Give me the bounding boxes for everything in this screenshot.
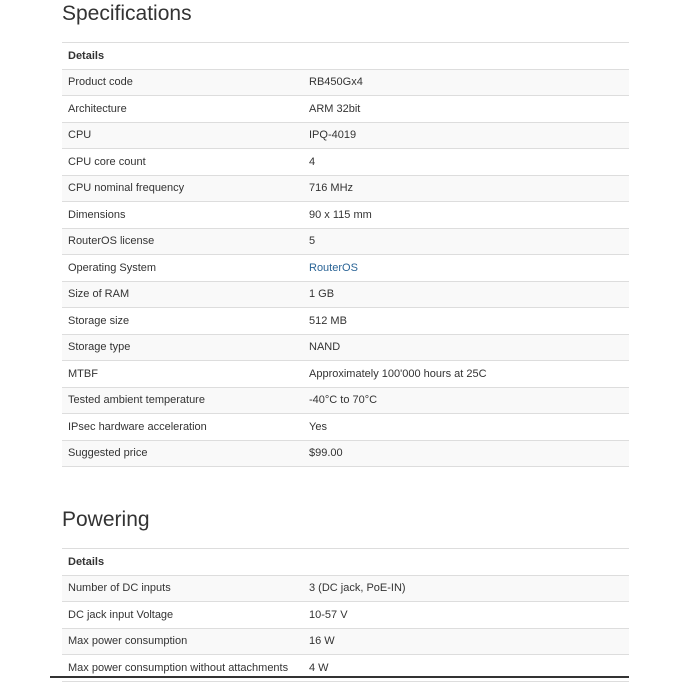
spec-label: CPU core count: [62, 149, 303, 176]
spec-value: 5: [303, 228, 629, 255]
spec-value: RB450Gx4: [303, 69, 629, 96]
spec-value: 716 MHz: [303, 175, 629, 202]
spec-label: CPU nominal frequency: [62, 175, 303, 202]
table-row: [62, 575, 629, 602]
spec-label: IPsec hardware acceleration: [62, 414, 303, 441]
spec-label: Tested ambient temperature: [62, 387, 303, 414]
table-row: [62, 122, 629, 149]
table-row: [62, 149, 629, 176]
powering-title: Powering: [62, 508, 150, 531]
table-row: [62, 440, 629, 467]
table-row: [62, 96, 629, 123]
table-row: [62, 228, 629, 255]
spec-label: Number of DC inputs: [62, 575, 303, 602]
spec-label: CPU: [62, 122, 303, 149]
spec-label: Operating System: [62, 255, 303, 282]
spec-label: Storage type: [62, 334, 303, 361]
spec-value: Approximately 100'000 hours at 25C: [303, 361, 629, 388]
spec-label: Storage size: [62, 308, 303, 335]
table-header-row: [62, 43, 629, 70]
details-header: Details: [62, 549, 629, 576]
table-row: [62, 361, 629, 388]
spec-value: 1 GB: [303, 281, 629, 308]
spec-label: Suggested price: [62, 440, 303, 467]
table-row: [62, 334, 629, 361]
table-row: [62, 281, 629, 308]
specifications-table: [62, 42, 629, 467]
details-header: Details: [62, 43, 629, 70]
table-row: [62, 308, 629, 335]
specifications-section: [62, 0, 629, 467]
spec-label: DC jack input Voltage: [62, 602, 303, 629]
spec-value: 4 W: [303, 655, 629, 682]
spec-label: MTBF: [62, 361, 303, 388]
powering-table: [62, 548, 629, 682]
spec-label: Architecture: [62, 96, 303, 123]
spec-label: Size of RAM: [62, 281, 303, 308]
table-row: [62, 202, 629, 229]
spec-value: 4: [303, 149, 629, 176]
spec-value: 3 (DC jack, PoE-IN): [303, 575, 629, 602]
spec-label: Product code: [62, 69, 303, 96]
spec-value: IPQ-4019: [303, 122, 629, 149]
spec-value: 10-57 V: [303, 602, 629, 629]
table-row: [62, 255, 629, 282]
spec-label: Max power consumption without attachments: [62, 655, 303, 682]
table-header-row: [62, 549, 629, 576]
table-row: [62, 628, 629, 655]
table-row: [62, 602, 629, 629]
table-row: [62, 175, 629, 202]
spec-label: RouterOS license: [62, 228, 303, 255]
table-row: [62, 414, 629, 441]
spec-label: Dimensions: [62, 202, 303, 229]
spec-value: 512 MB: [303, 308, 629, 335]
spec-value: 16 W: [303, 628, 629, 655]
spec-value: 90 x 115 mm: [303, 202, 629, 229]
spec-value: ARM 32bit: [303, 96, 629, 123]
spec-label: Max power consumption: [62, 628, 303, 655]
spec-value: NAND: [303, 334, 629, 361]
table-row: [62, 387, 629, 414]
spec-value: $99.00: [303, 440, 629, 467]
spec-value: Yes: [303, 414, 629, 441]
spec-value: -40°C to 70°C: [303, 387, 629, 414]
table-row: [62, 69, 629, 96]
powering-section: [62, 506, 629, 682]
spec-value-link: [303, 255, 629, 282]
specifications-title: Specifications: [62, 2, 192, 25]
routeros-link[interactable]: RouterOS: [309, 261, 358, 274]
bottom-divider: [50, 676, 629, 678]
